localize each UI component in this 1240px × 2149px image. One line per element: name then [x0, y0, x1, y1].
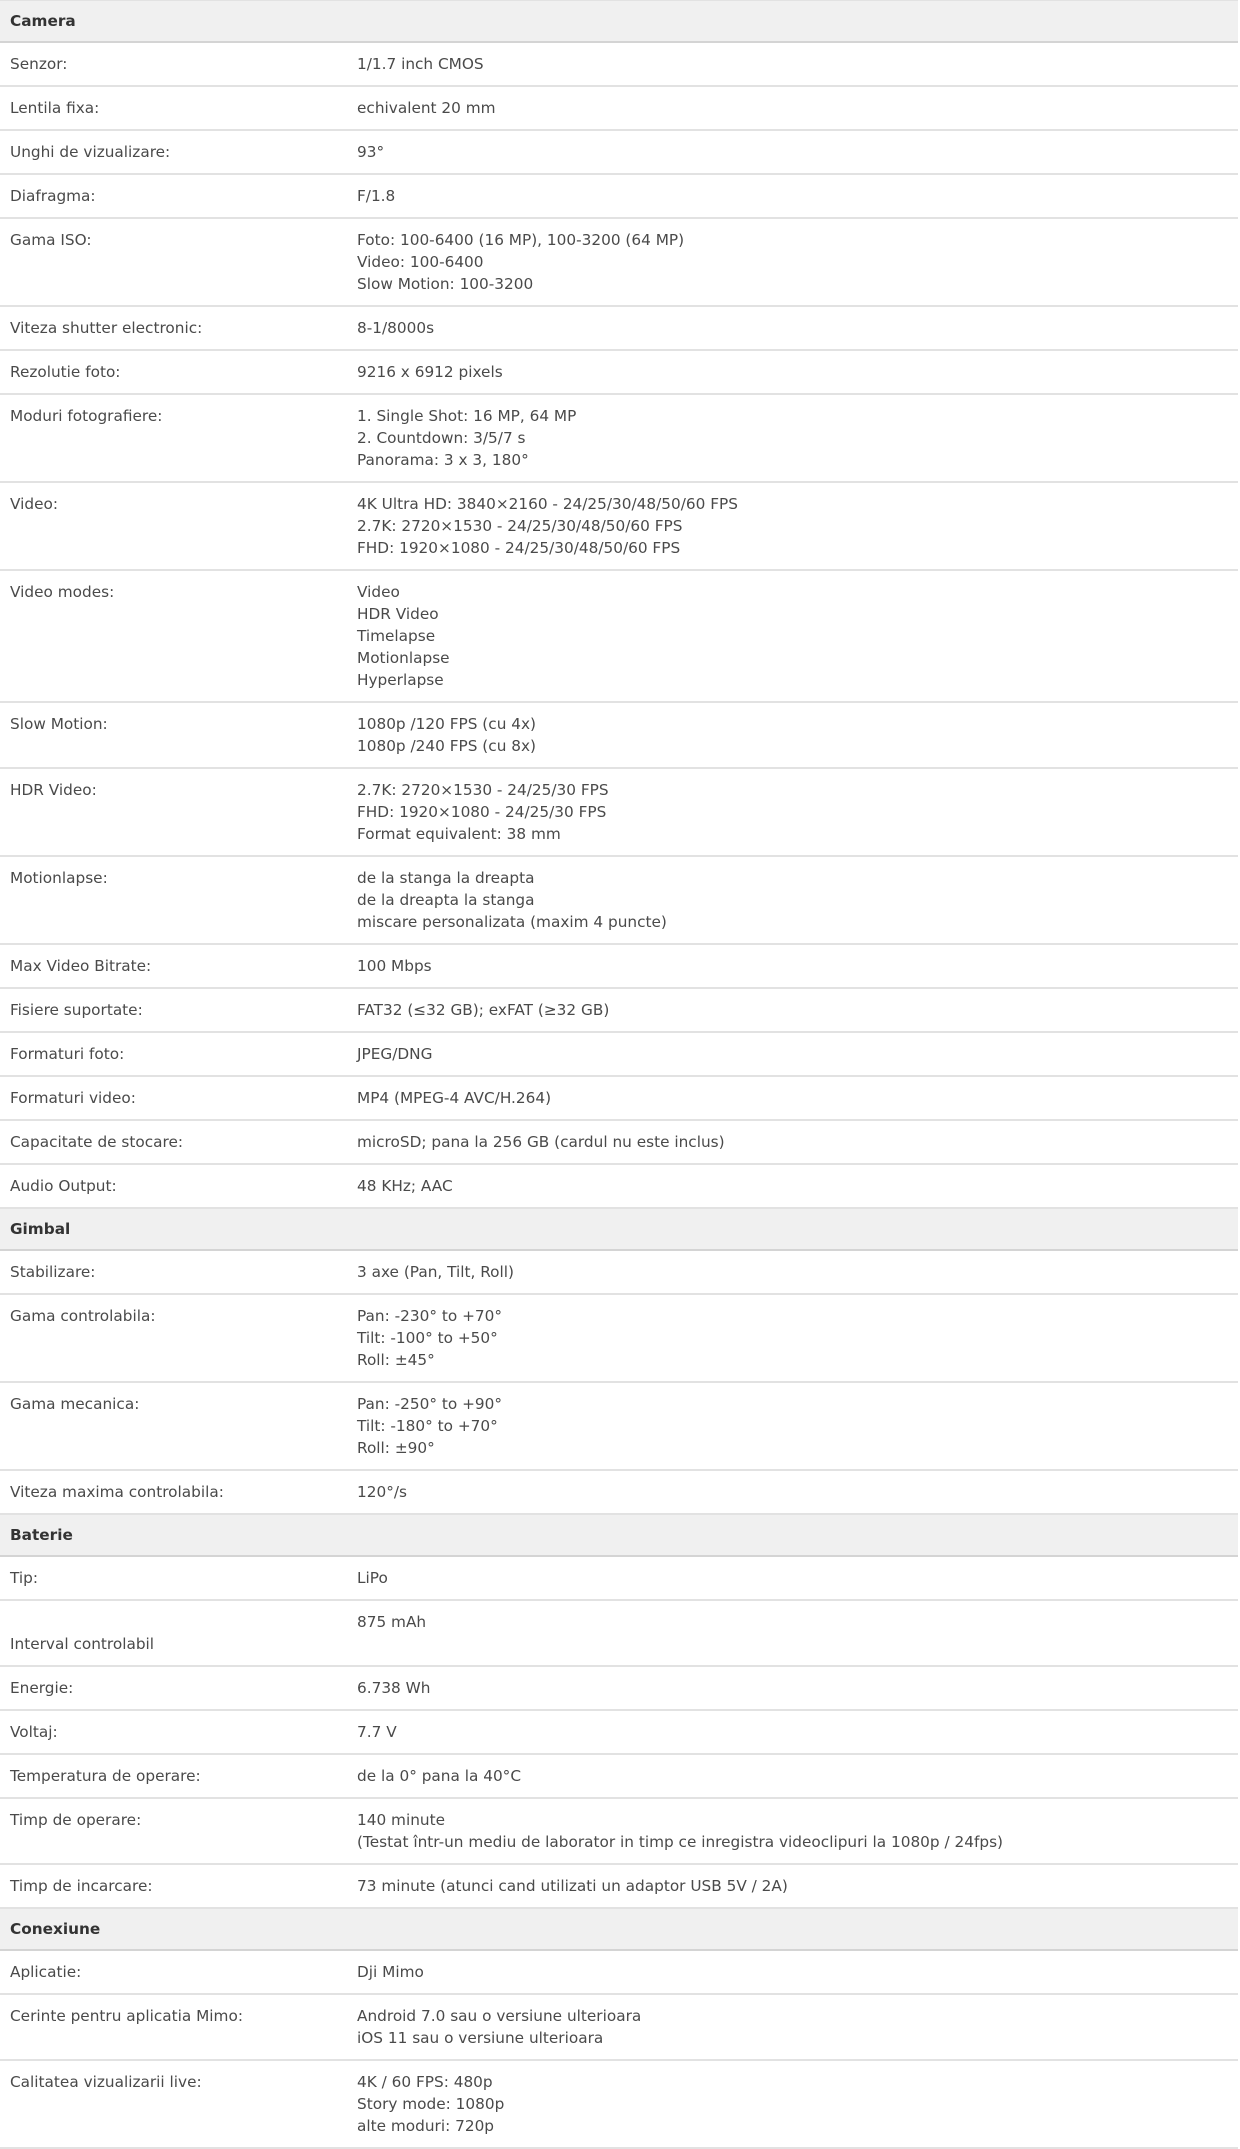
spec-row [0, 42, 1238, 86]
spec-label: Audio Output: [0, 1164, 345, 1208]
spec-label: Tip: [0, 1556, 345, 1600]
spec-value-line: Format equivalent: 38 mm [357, 825, 561, 843]
spec-value-line: Dji Mimo [357, 1963, 424, 1981]
spec-value [345, 1294, 1238, 1382]
spec-row [0, 86, 1238, 130]
spec-row [0, 1294, 1238, 1382]
spec-value-line: JPEG/DNG [357, 1045, 433, 1063]
spec-value-line: 1. Single Shot: 16 MP, 64 MP [357, 407, 577, 425]
spec-label: Timp de operare: [0, 1798, 345, 1864]
spec-row [0, 218, 1238, 306]
spec-value [345, 2060, 1238, 2148]
spec-value-line: 875 mAh [357, 1613, 427, 1631]
spec-value [345, 1666, 1238, 1710]
spec-label: Viteza shutter electronic: [0, 306, 345, 350]
spec-value [345, 1994, 1238, 2060]
spec-value [345, 1250, 1238, 1294]
spec-value-line: 8-1/8000s [357, 319, 435, 337]
spec-value [345, 1032, 1238, 1076]
spec-value-line: echivalent 20 mm [357, 99, 496, 117]
spec-label: Slow Motion: [0, 702, 345, 768]
spec-value [345, 394, 1238, 482]
spec-value [345, 768, 1238, 856]
spec-label: Gama ISO: [0, 218, 345, 306]
spec-value-line: Pan: -250° to +90° [357, 1395, 502, 1413]
spec-value-line: 73 minute (atunci cand utilizati un adaptor USB 5V / 2A) [357, 1877, 788, 1895]
specifications-body [0, 1, 1238, 2149]
spec-row [0, 394, 1238, 482]
spec-value [345, 702, 1238, 768]
spec-value-line: Tilt: -100° to +50° [357, 1329, 498, 1347]
spec-value-line: 48 KHz; AAC [357, 1177, 453, 1195]
spec-row [0, 944, 1238, 988]
spec-value-line: Video: 100-6400 [357, 253, 484, 271]
spec-value [345, 1798, 1238, 1864]
spec-value-line: 140 minute [357, 1811, 446, 1829]
spec-row [0, 988, 1238, 1032]
spec-value-line: de la stanga la dreapta [357, 869, 535, 887]
spec-value-line: 9216 x 6912 pixels [357, 363, 503, 381]
spec-label: Rezolutie foto: [0, 350, 345, 394]
spec-label: Unghi de vizualizare: [0, 130, 345, 174]
spec-value-line: 4K Ultra HD: 3840×2160 - 24/25/30/48/50/60 FPS [357, 495, 738, 513]
spec-value [345, 1600, 1238, 1666]
spec-value [345, 1556, 1238, 1600]
spec-value-line: 2.7K: 2720×1530 - 24/25/30/48/50/60 FPS [357, 517, 683, 535]
spec-value [345, 1710, 1238, 1754]
spec-value [345, 1950, 1238, 1994]
spec-value [345, 1470, 1238, 1514]
spec-row [0, 130, 1238, 174]
spec-value-line: (Testat într-un mediu de laborator in timp ce inregistra videoclipuri la 1080p / 24fps) [357, 1833, 1004, 1851]
section-header-gimbal [0, 1208, 1238, 1250]
spec-label: Aplicatie: [0, 1950, 345, 1994]
spec-value-line: Timelapse [357, 627, 436, 645]
section-header-conexiune [0, 1908, 1238, 1950]
spec-value-line: 120°/s [357, 1483, 407, 1501]
section-title: Gimbal [0, 1208, 1238, 1250]
spec-row [0, 1754, 1238, 1798]
spec-value [345, 1864, 1238, 1908]
spec-value-line: Panorama: 3 x 3, 180° [357, 451, 529, 469]
spec-value-line: 100 Mbps [357, 957, 432, 975]
spec-value [345, 1076, 1238, 1120]
spec-value [345, 350, 1238, 394]
spec-value [345, 306, 1238, 350]
spec-row [0, 174, 1238, 218]
spec-value-line: HDR Video [357, 605, 439, 623]
spec-row [0, 482, 1238, 570]
spec-value-line: Motionlapse [357, 649, 450, 667]
spec-label: Stabilizare: [0, 1250, 345, 1294]
spec-value-line: 6.738 Wh [357, 1679, 431, 1697]
spec-value-line: Foto: 100-6400 (16 MP), 100-3200 (64 MP) [357, 231, 685, 249]
spec-row [0, 1382, 1238, 1470]
spec-value-line: 4K / 60 FPS: 480p [357, 2073, 493, 2091]
spec-value-line: Story mode: 1080p [357, 2095, 505, 2113]
spec-row [0, 1164, 1238, 1208]
spec-value [345, 1754, 1238, 1798]
spec-value [345, 174, 1238, 218]
spec-label: Gama controlabila: [0, 1294, 345, 1382]
spec-label: Formaturi video: [0, 1076, 345, 1120]
spec-value-line: de la 0° pana la 40°C [357, 1767, 522, 1785]
spec-value-line: miscare personalizata (maxim 4 puncte) [357, 913, 667, 931]
spec-value [345, 86, 1238, 130]
spec-row [0, 1864, 1238, 1908]
spec-label: Cerinte pentru aplicatia Mimo: [0, 1994, 345, 2060]
spec-value-line: Video [357, 583, 400, 601]
spec-value-line: de la dreapta la stanga [357, 891, 535, 909]
spec-row [0, 1120, 1238, 1164]
spec-label: Max Video Bitrate: [0, 944, 345, 988]
spec-value [345, 570, 1238, 702]
spec-value [345, 944, 1238, 988]
spec-row [0, 1076, 1238, 1120]
spec-value-line: iOS 11 sau o versiune ulterioara [357, 2029, 604, 2047]
spec-label: Energie: [0, 1666, 345, 1710]
spec-value-line: 7.7 V [357, 1723, 397, 1741]
spec-label: Formaturi foto: [0, 1032, 345, 1076]
spec-value-line: FHD: 1920×1080 - 24/25/30/48/50/60 FPS [357, 539, 681, 557]
spec-row [0, 1032, 1238, 1076]
spec-row [0, 702, 1238, 768]
spec-label: Gama mecanica: [0, 1382, 345, 1470]
spec-value-line: 93° [357, 143, 385, 161]
spec-label: HDR Video: [0, 768, 345, 856]
spec-value-line: Slow Motion: 100-3200 [357, 275, 534, 293]
spec-row [0, 1470, 1238, 1514]
section-title: Baterie [0, 1514, 1238, 1556]
spec-label: Lentila fixa: [0, 86, 345, 130]
spec-value-line: MP4 (MPEG-4 AVC/H.264) [357, 1089, 552, 1107]
spec-label: Moduri fotografiere: [0, 394, 345, 482]
spec-row [0, 1950, 1238, 1994]
spec-row [0, 1250, 1238, 1294]
spec-value [345, 988, 1238, 1032]
spec-value-line: Roll: ±90° [357, 1439, 435, 1457]
section-title: Conexiune [0, 1908, 1238, 1950]
spec-row [0, 570, 1238, 702]
spec-label: Viteza maxima controlabila: [0, 1470, 345, 1514]
spec-row [0, 856, 1238, 944]
spec-value [345, 856, 1238, 944]
spec-value [345, 1382, 1238, 1470]
spec-value-line: F/1.8 [357, 187, 396, 205]
spec-value-line: 3 axe (Pan, Tilt, Roll) [357, 1263, 514, 1281]
spec-label: Interval controlabil [0, 1600, 345, 1666]
spec-value-line: 2. Countdown: 3/5/7 s [357, 429, 526, 447]
spec-value-line: alte moduri: 720p [357, 2117, 495, 2135]
spec-label: Motionlapse: [0, 856, 345, 944]
spec-row [0, 768, 1238, 856]
spec-row [0, 1710, 1238, 1754]
spec-label: Temperatura de operare: [0, 1754, 345, 1798]
section-title: Camera [0, 1, 1238, 43]
spec-label: Capacitate de stocare: [0, 1120, 345, 1164]
spec-value-line: FAT32 (≤32 GB); exFAT (≥32 GB) [357, 1001, 610, 1019]
spec-label: Video modes: [0, 570, 345, 702]
spec-value-line: microSD; pana la 256 GB (cardul nu este inclus) [357, 1133, 725, 1151]
spec-label: Video: [0, 482, 345, 570]
spec-value [345, 1164, 1238, 1208]
spec-row [0, 1666, 1238, 1710]
section-header-baterie [0, 1514, 1238, 1556]
spec-value [345, 130, 1238, 174]
spec-row [0, 1798, 1238, 1864]
spec-value [345, 42, 1238, 86]
spec-value-line: 1080p /240 FPS (cu 8x) [357, 737, 536, 755]
spec-value-line: Android 7.0 sau o versiune ulterioara [357, 2007, 642, 2025]
spec-label: Voltaj: [0, 1710, 345, 1754]
spec-value [345, 482, 1238, 570]
spec-value [345, 1120, 1238, 1164]
spec-value-line: LiPo [357, 1569, 388, 1587]
spec-value-line: 2.7K: 2720×1530 - 24/25/30 FPS [357, 781, 609, 799]
spec-row [0, 1600, 1238, 1666]
spec-label: Timp de incarcare: [0, 1864, 345, 1908]
spec-row [0, 350, 1238, 394]
spec-label: Senzor: [0, 42, 345, 86]
spec-value [345, 218, 1238, 306]
section-header-camera [0, 1, 1238, 43]
spec-value-line: Pan: -230° to +70° [357, 1307, 502, 1325]
spec-label: Calitatea vizualizarii live: [0, 2060, 345, 2148]
spec-label: Diafragma: [0, 174, 345, 218]
spec-value-line: Roll: ±45° [357, 1351, 435, 1369]
spec-value-line: 1080p /120 FPS (cu 4x) [357, 715, 536, 733]
spec-value-line: FHD: 1920×1080 - 24/25/30 FPS [357, 803, 607, 821]
spec-value-line: Tilt: -180° to +70° [357, 1417, 498, 1435]
spec-value-line [357, 1633, 1228, 1655]
spec-row [0, 1994, 1238, 2060]
spec-row [0, 2060, 1238, 2148]
spec-value-line: Hyperlapse [357, 671, 444, 689]
spec-row [0, 306, 1238, 350]
spec-row [0, 1556, 1238, 1600]
spec-value-line: 1/1.7 inch CMOS [357, 55, 484, 73]
spec-label: Fisiere suportate: [0, 988, 345, 1032]
